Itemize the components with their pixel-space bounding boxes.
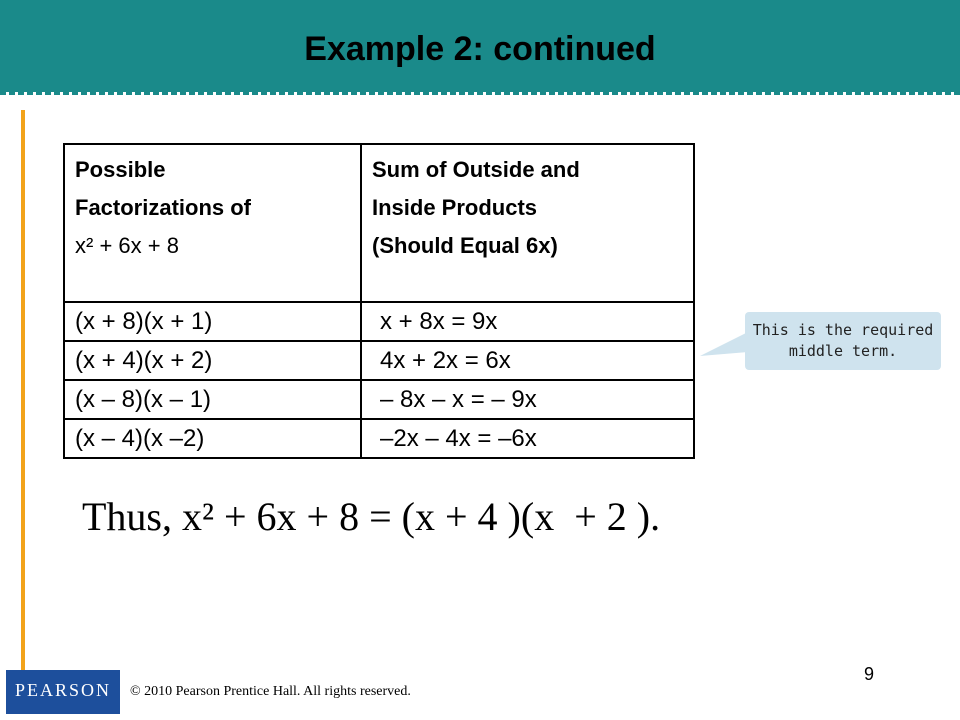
callout-pointer: [700, 330, 750, 360]
callout-bubble: [745, 312, 941, 370]
factors-cell: (x + 4)(x + 2): [64, 341, 361, 380]
slide-header: [0, 0, 960, 92]
conclusion-equation: Thus, x² + 6x + 8 = (x + 4 )(x + 2 ).: [82, 494, 661, 539]
factorization-table: [63, 143, 695, 459]
sum-cell: x + 8x = 9x: [361, 302, 694, 341]
col1-header-line1: Possible: [75, 157, 166, 182]
table-row: [64, 419, 694, 458]
col1-header: [64, 144, 361, 302]
sum-cell: – 8x – x = – 9x: [361, 380, 694, 419]
table-row: [64, 341, 694, 380]
factors-cell: (x – 4)(x –2): [64, 419, 361, 458]
table-row: [64, 380, 694, 419]
col1-header-line2: Factorizations of: [75, 195, 252, 220]
table-row: [64, 302, 694, 341]
callout-text: This is the required middle term.: [752, 321, 934, 360]
col2-header-line2: Inside Products: [372, 195, 538, 220]
pearson-logo: [6, 670, 120, 714]
col2-header-line3: (Should Equal 6x): [372, 233, 558, 258]
table-header-row: [64, 144, 694, 302]
factors-cell: (x + 8)(x + 1): [64, 302, 361, 341]
pearson-logo-text: PEARSON: [14, 680, 112, 700]
copyright-notice: © 2010 Pearson Prentice Hall. All rights reserved.: [130, 684, 411, 699]
page-number: 9: [864, 664, 875, 684]
left-accent-rule: [21, 110, 25, 670]
col1-header-line3: x² + 6x + 8: [75, 233, 179, 258]
factors-cell: (x – 8)(x – 1): [64, 380, 361, 419]
col2-header: [361, 144, 694, 302]
col2-header-line1: Sum of Outside and: [372, 157, 580, 182]
slide-title: Example 2: continued: [304, 30, 656, 68]
sum-cell: 4x + 2x = 6x: [361, 341, 694, 380]
sum-cell: –2x – 4x = –6x: [361, 419, 694, 458]
header-dashed-divider: [0, 92, 960, 95]
